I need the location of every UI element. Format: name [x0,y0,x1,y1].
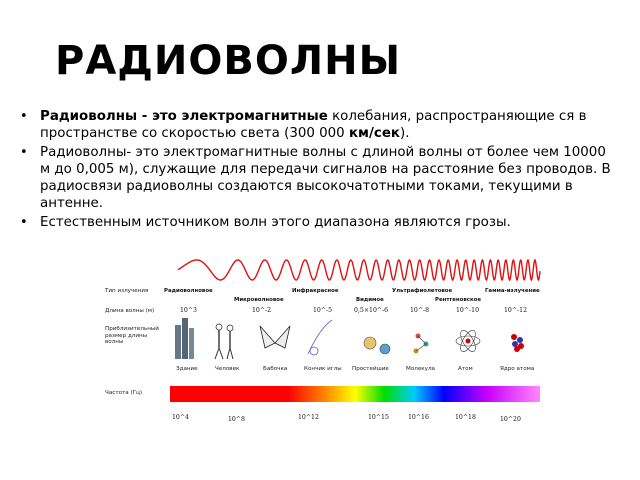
row-label-wavelength: Длина волны (м) [105,308,155,314]
row-label-frequency: Частота (Гц) [105,390,143,396]
atom-icon [466,339,471,344]
bullet-text: колебания, распространяющие ся в пространстве со скоростью света (300 000 [40,109,587,141]
nucleus-icon [517,337,523,343]
type-ultraviolet: Ультрафиолетовое [392,288,453,294]
wavelength-label: 10^-10 [456,307,480,314]
nucleus-icon [514,346,520,352]
bullet-bold-text: Радиоволны - это электромагнитные [40,109,328,124]
butterfly-icon [260,326,290,348]
page-title: РАДИОВОЛНЫ [55,38,402,84]
type-visible: Видимое [356,297,384,303]
frequency-label: 10^16 [408,414,429,421]
object-label: Здание [176,366,198,372]
frequency-label: 10^4 [172,414,189,421]
wavelength-label: 10^-2 [252,307,272,314]
bullet-item: • Естественным источником волн этого диапазона являются грозы. [20,215,511,230]
frequency-label: 10^15 [368,414,389,421]
type-gamma: Гамма-излучение [485,288,540,294]
spectrum-diagram [100,248,560,448]
building-icon [182,318,188,359]
object-label: Ядро атома [500,366,535,372]
building-icon [189,328,194,359]
wave-line [178,260,540,280]
frequency-label: 10^18 [455,414,476,421]
frequency-label: 10^8 [228,416,245,423]
object-label: Атом [458,366,473,372]
bullet-text: Естественным источником волн этого диапазона являются грозы. [40,215,511,230]
wavelength-label: 10^-5 [313,307,333,314]
type-microwave: Микроволновое [234,297,284,303]
bullet-item: • Радиоволны- это электромагнитные волны с длиной волны от более чем 10000 м до 0,005 м), служащие для передачи сигналов на расстояние без проводов. В радиосвязи радиоволны создаются высокочатотными токами, текущими в антенне. [20,145,611,211]
object-label: Бабочка [263,366,288,372]
nucleus-icon [511,334,517,340]
row-label-size: Приблизительный размер длины волны [105,326,159,345]
needle-icon [308,320,332,354]
bullet-item: • Радиоволны - это электромагнитные колебания, распространяющие ся в пространстве со скоростью света (300 000 км/сек). [20,109,587,141]
bullet-tail: ). [400,126,410,141]
type-infrared: Инфракрасное [292,288,339,294]
object-icons [175,318,524,359]
wavelength-label: 0,5×10^-6 [354,307,389,314]
bullet-text: Радиоволны- это электромагнитные волны с длиной волны от более чем 10000 м до 0,005 м), служащие для передачи сигналов на расстояние без проводов. В радиосвязи радиоволны создаются высокочатотными токами, текущими в антенне. [40,145,611,211]
wavelength-label: 10^3 [180,307,197,314]
object-label: Кончик иглы [304,366,342,372]
bullet-list [18,108,618,233]
frequency-spectrum-bar [170,386,540,402]
object-label: Молекула [406,366,435,372]
object-label: Простейшие [352,366,389,372]
person-icon [216,324,222,330]
building-icon [175,325,181,359]
object-label: Человек [215,366,240,372]
frequency-label: 10^12 [298,414,319,421]
protozoa-icon [364,337,376,349]
spectrum-graphic [100,248,560,448]
wavelength-label: 10^-8 [410,307,430,314]
type-radio: Радиоволновое [164,288,213,294]
type-xray: Рентгеновское [435,297,481,303]
person-icon [227,325,233,331]
row-label-type: Тип излучения [105,288,149,294]
wavelength-label: 10^-12 [504,307,528,314]
bullet-bold-unit: км/сек [348,126,401,141]
frequency-label: 10^20 [500,416,521,423]
protozoa-icon [380,344,390,354]
